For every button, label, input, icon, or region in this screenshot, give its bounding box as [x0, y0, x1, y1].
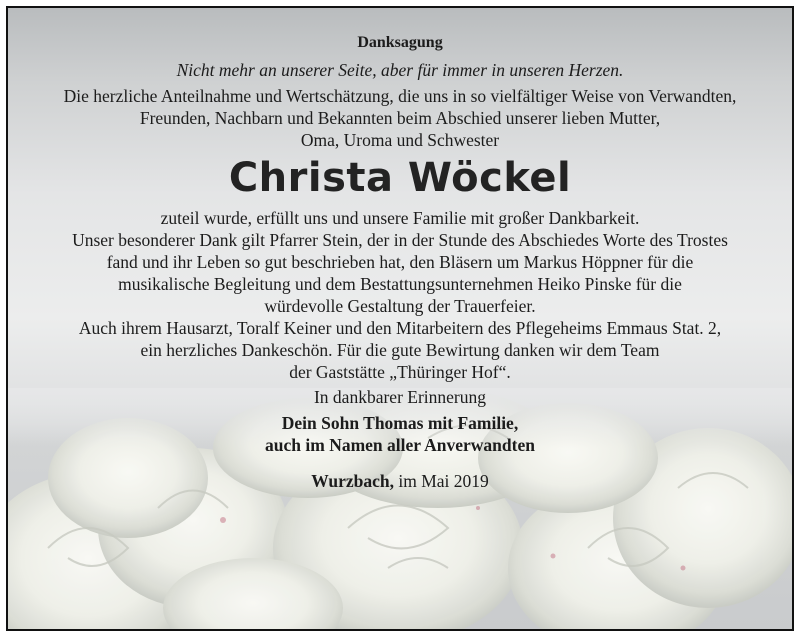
intro-line: Freunden, Nachbarn und Bekannten beim Abschied unserer lieben Mutter, [139, 108, 661, 128]
date: im Mai 2019 [394, 471, 489, 491]
obituary-notice [6, 6, 794, 631]
place: Wurzbach, [311, 471, 394, 491]
closing: In dankbarer Erinnerung [313, 387, 486, 407]
heading: Danksagung [357, 34, 443, 51]
signature-line: auch im Namen aller Anverwandten [265, 435, 535, 455]
deceased-name: Christa Wöckel [228, 155, 572, 201]
body-line: musikalische Begleitung und dem Bestattungsunternehmen Heiko Pinske für die [118, 274, 682, 294]
intro-line: Die herzliche Anteilnahme und Wertschätzung, die uns in so vielfältiger Weise von Verwandten, [63, 86, 737, 106]
intro-line: Oma, Uroma und Schwester [300, 130, 500, 150]
body-line: zuteil wurde, erfüllt uns und unsere Familie mit großer Dankbarkeit. [160, 208, 640, 228]
signature-line: Dein Sohn Thomas mit Familie, [281, 413, 519, 433]
body-line: würdevolle Gestaltung der Trauerfeier. [264, 296, 536, 316]
body-line: Auch ihrem Hausarzt, Toralf Keiner und den Mitarbeitern des Pflegeheims Emmaus Stat. 2, [78, 318, 722, 338]
motto: Nicht mehr an unserer Seite, aber für immer in unseren Herzen. [176, 60, 624, 80]
place-date [8, 470, 792, 492]
body-line: fand und ihr Leben so gut beschrieben hat, den Bläsern um Markus Höppner für die [106, 252, 694, 272]
body-line: der Gaststätte „Thüringer Hof“. [289, 362, 511, 382]
body-line: Unser besonderer Dank gilt Pfarrer Stein, der in der Stunde des Abschiedes Worte des Trostes [72, 230, 728, 250]
body-line: ein herzliches Dankeschön. Für die gute Bewirtung danken wir dem Team [140, 340, 660, 360]
